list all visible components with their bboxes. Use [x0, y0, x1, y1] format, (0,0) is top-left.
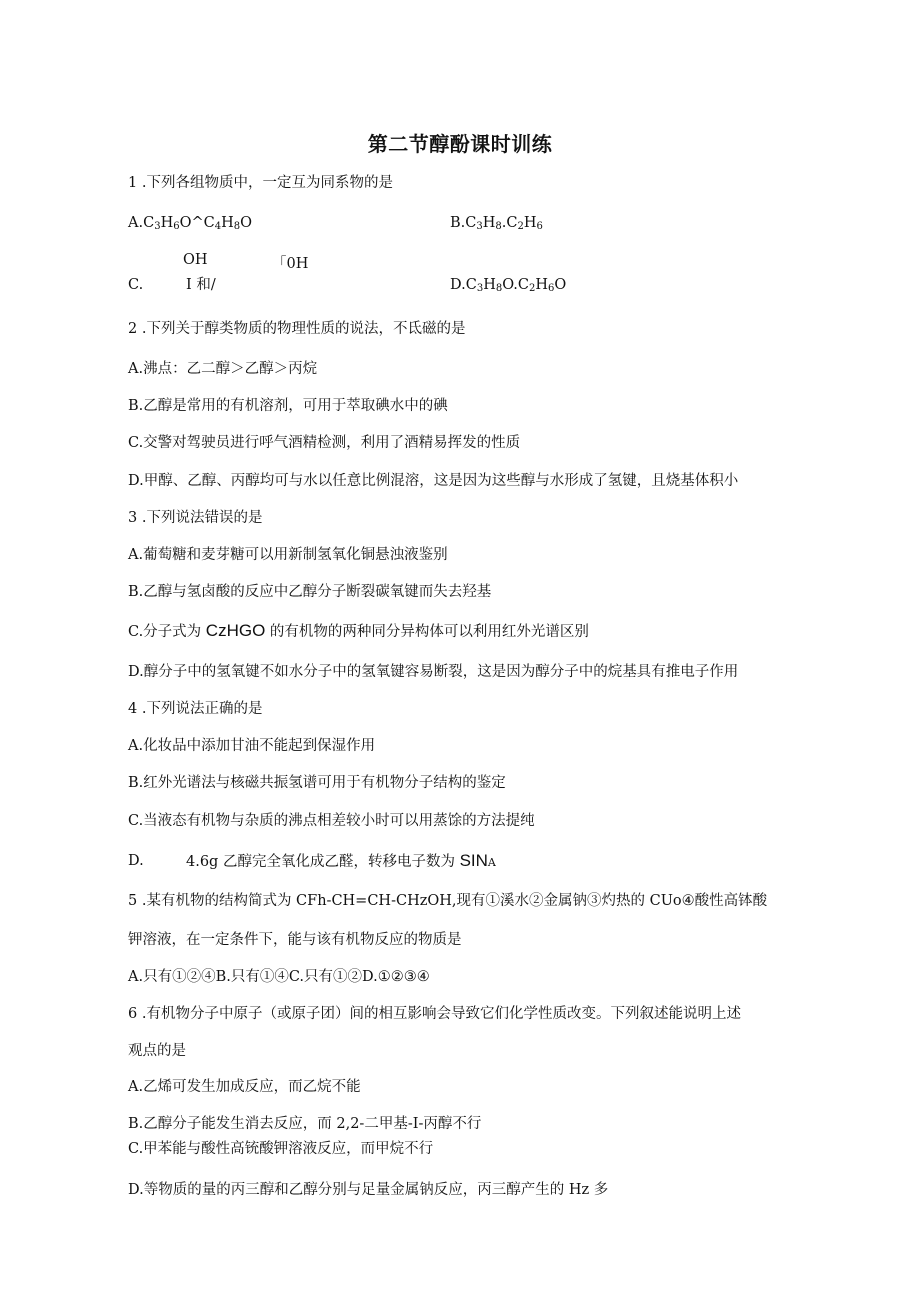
- q3-option-b: B.乙醇与氢卤酸的反应中乙醇分子断裂碳氧键而失去羟基: [128, 584, 492, 600]
- q3-formula: CzHGO: [205, 621, 266, 640]
- q6-stem-line-1: 6 .有机物分子中原子（或原子团）间的相互影响会导致它们化学性质改变。下列叙述能说明上述: [128, 1006, 741, 1022]
- q1-stem: 1 .下列各组物质中，一定互为同系物的是: [128, 175, 393, 191]
- page-title: 第二节醇酚课时训练: [367, 132, 553, 156]
- q2-option-c: C.交警对驾驶员进行呼气酒精检测，利用了酒精易挥发的性质: [128, 435, 521, 451]
- q4-option-b: B.红外光谱法与核磁共振氢谱可用于有机物分子结构的鉴定: [128, 775, 506, 791]
- q4-option-d-text: 4.6g 乙醇完全氧化成乙醛，转移电子数为: [186, 854, 460, 870]
- q6-stem-line-2: 观点的是: [128, 1043, 186, 1059]
- q4-formula: SIN: [459, 851, 488, 870]
- q4-option-a: A.化妆品中添加甘油不能起到保湿作用: [128, 738, 376, 754]
- q3-option-c-suffix: 的有机物的两种同分异构体可以利用红外光谱区别: [265, 624, 589, 640]
- q1-option-b: $B.C_3H_8.C_2H_6$: [450, 215, 543, 232]
- q6-option-d: D.等物质的量的丙三醇和乙醇分别与足量金属钠反应，丙三醇产生的 Hz 多: [128, 1182, 609, 1198]
- q2-option-d: D.甲醇、乙醇、丙醇均可与水以任意比例混溶，这是因为这些醇与水形成了氢键，且烧基体积小: [128, 473, 739, 489]
- q4-formula-suffix: A: [487, 856, 496, 869]
- q1-option-c-text: I 和/: [186, 277, 216, 293]
- q2-option-b: B.乙醇是常用的有机溶剂，可用于萃取碘水中的碘: [128, 398, 448, 414]
- q3-stem: 3 .下列说法错误的是: [128, 510, 263, 526]
- q6-option-a: A.乙烯可发生加成反应，而乙烷不能: [128, 1079, 361, 1095]
- q1-option-c-label: C.: [128, 277, 144, 293]
- q2-stem: 2 .下列关于醇类物质的物理性质的说法，不氐磁的是: [128, 321, 466, 337]
- q1-option-a: $A.C_3H_6O\^{}C_4H_8O$: [128, 215, 253, 232]
- q3-option-d: D.醇分子中的氢氧键不如水分子中的氢氧键容易断裂，这是因为醇分子中的烷基具有推电子作用: [128, 664, 739, 680]
- q4-stem: 4 .下列说法正确的是: [128, 701, 263, 717]
- q3-option-a: A.葡萄糖和麦芽糖可以用新制氢氧化铜悬浊液鉴别: [128, 547, 448, 563]
- q1-c-oh-label-2: 「0H: [272, 256, 309, 272]
- q3-option-c: [128, 621, 589, 642]
- q4-option-d-label: D.: [128, 853, 144, 869]
- q4-option-d: [186, 851, 496, 873]
- q5-stem-line-1: 5 .某有机物的结构简式为 CFh-CH=CH-CHzOH,现有①溪水②金属钠③灼热的 CUo④酸性高钵酸: [128, 893, 768, 909]
- q1-c-oh-label-1: OH: [183, 252, 208, 268]
- q5-stem-line-2: 钾溶液，在一定条件下，能与该有机物反应的物质是: [128, 932, 462, 948]
- q6-option-b: B.乙醇分子能发生消去反应，而 2,2-二甲基-I-丙醇不行: [128, 1116, 482, 1132]
- q4-option-c: C.当液态有机物与杂质的沸点相差较小时可以用蒸馀的方法提纯: [128, 813, 535, 829]
- q5-options: A.只有①②④B.只有①④C.只有①②D.①②③④: [128, 969, 430, 985]
- q2-option-a: A.沸点：乙二醇＞乙醇＞丙烷: [128, 361, 318, 377]
- q6-option-c: C.甲苯能与酸性高铳酸钾溶液反应，而甲烷不行: [128, 1141, 434, 1157]
- q1-option-d: $D.C_3H_8O.C_2H_6O$: [450, 277, 567, 294]
- q3-option-c-prefix: C.分子式为: [128, 624, 206, 640]
